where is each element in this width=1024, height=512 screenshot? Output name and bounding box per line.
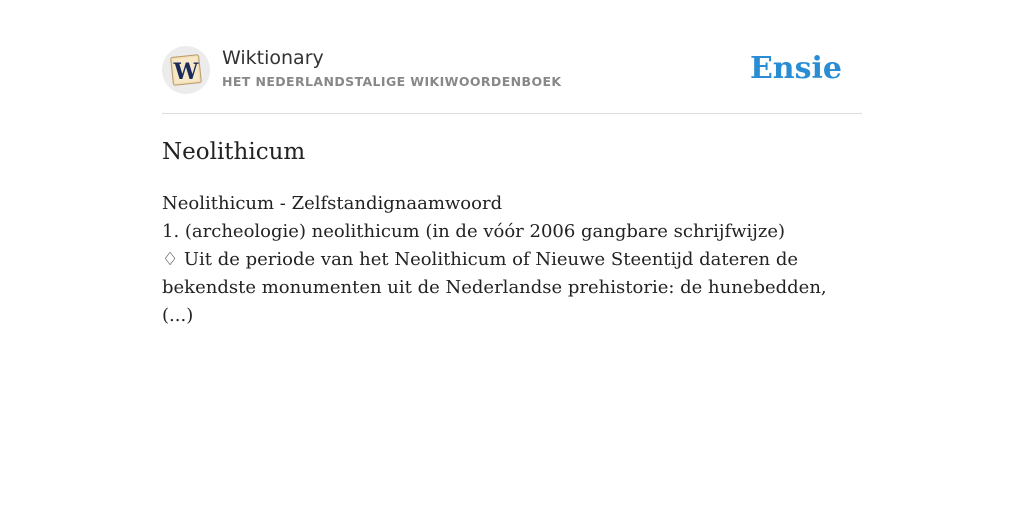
site-title[interactable]: Wiktionary: [222, 47, 324, 69]
page-container: [162, 0, 862, 326]
svg-text:W: W: [173, 59, 199, 85]
definition-block: [162, 190, 862, 330]
definition-example: ♢ Uit de periode van het Neolithicum of Nieuwe Steentijd dateren de bekendste monumenten uit de Nederlandse prehistorie: de hunebedden, (...): [162, 249, 827, 326]
site-subtitle: HET NEDERLANDSTALIGE WIKIWOORDENBOEK: [222, 74, 562, 89]
wiktionary-logo-icon[interactable]: [162, 46, 210, 94]
site-header: [162, 0, 862, 114]
page-title: Neolithicum: [162, 139, 306, 165]
definition-sense: 1. (archeologie) neolithicum (in de vóór 2006 gangbare schrijfwijze): [162, 221, 786, 242]
brand-logo[interactable]: Ensie: [749, 51, 842, 86]
definition-heading: Neolithicum - Zelfstandignaamwoord: [162, 193, 503, 214]
